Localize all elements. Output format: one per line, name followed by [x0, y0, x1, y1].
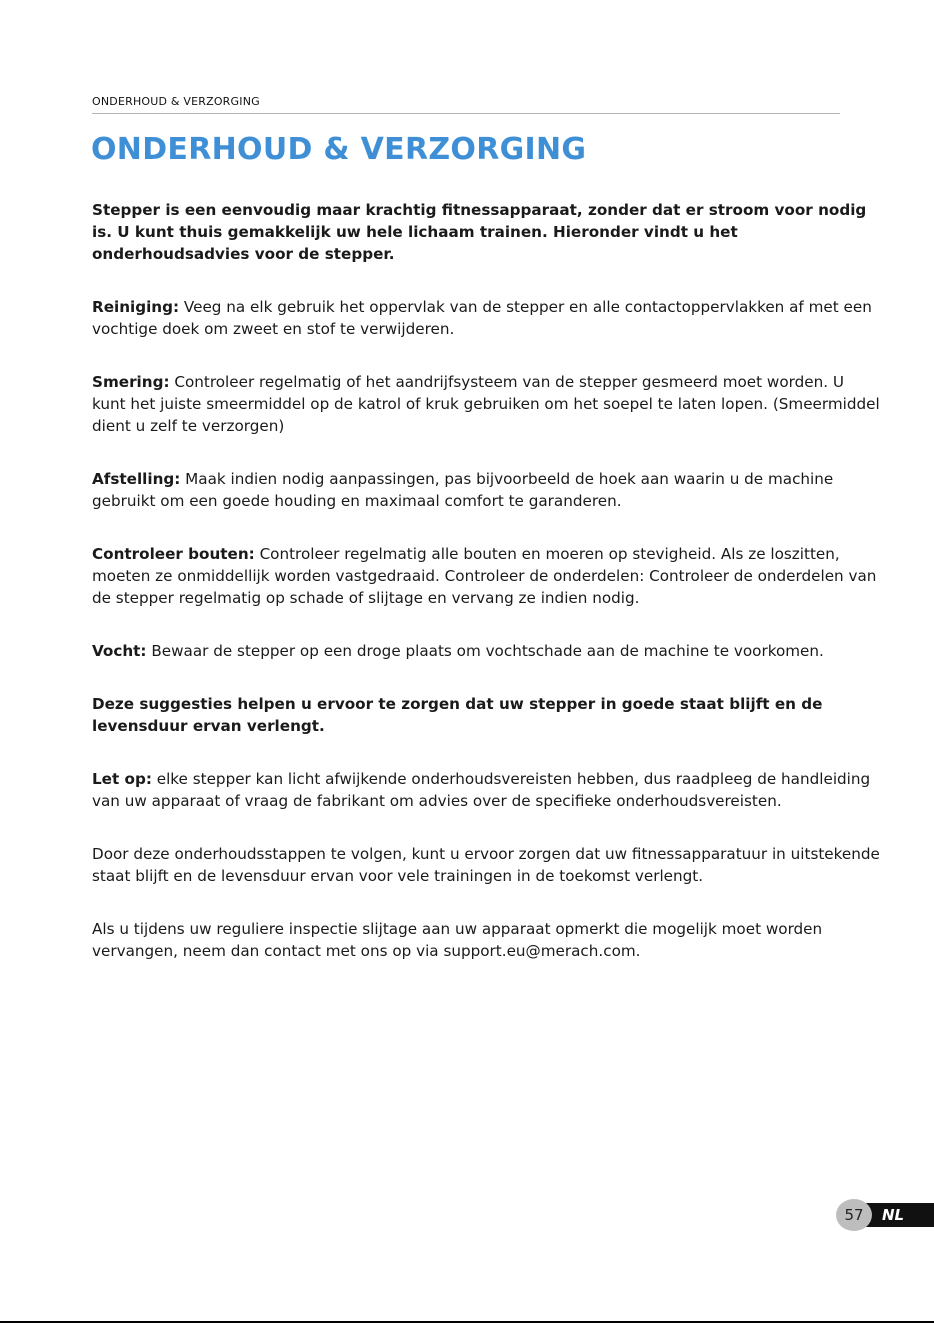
page-number-badge: 57: [836, 1199, 872, 1231]
closing-paragraph-1: Door deze onderhoudsstappen te volgen, kunt u ervoor zorgen dat uw fitnessapparatuur in uitstekende staat blijft en de levensduur ervan voor vele trainingen in de toekomst verlengt.: [92, 845, 880, 885]
language-tab: NL: [860, 1203, 934, 1227]
note-heading: Let op:: [92, 770, 152, 788]
section-heading: Vocht:: [92, 642, 147, 660]
intro-paragraph: Stepper is een eenvoudig maar krachtig fitnessapparaat, zonder dat er stroom voor nodig is. U kunt thuis gemakkelijk uw hele lichaam trainen. Hieronder vindt u het onderhoudsadvies voor de stepper.: [92, 201, 867, 263]
section-heading: Reiniging:: [92, 298, 180, 316]
page-footer: [836, 1198, 934, 1232]
section-afstelling: [92, 468, 882, 512]
closing-paragraph-2: Als u tijdens uw reguliere inspectie slijtage aan uw apparaat opmerkt die mogelijk moet worden vervangen, neem dan contact met ons op via support.eu@merach.com.: [92, 920, 823, 960]
section-reiniging: [92, 296, 882, 340]
section-heading: Smering:: [92, 373, 170, 391]
section-heading: Controleer bouten:: [92, 545, 255, 563]
section-text: Controleer regelmatig alle bouten en moeren op stevigheid. Als ze loszitten, moeten ze onmiddellijk worden vastgedraaid. Controleer de onderdelen: Controleer de onderdelen van de stepper regelmatig op schade of slijtage en vervang ze indien nodig.: [92, 545, 877, 607]
section-text: Bewaar de stepper op een droge plaats om vochtschade aan de machine te voorkomen.: [151, 642, 824, 660]
header-divider: [92, 113, 840, 114]
note-text: elke stepper kan licht afwijkende onderhoudsvereisten hebben, dus raadpleeg de handleiding van uw apparaat of vraag de fabrikant om advies over de specifieke onderhoudsvereisten.: [92, 770, 871, 810]
section-text: Veeg na elk gebruik het oppervlak van de stepper en alle contactoppervlakken af met een vochtige doek om zweet en stof te verwijderen.: [92, 298, 872, 338]
section-heading: Afstelling:: [92, 470, 181, 488]
highlight-paragraph: Deze suggesties helpen u ervoor te zorgen dat uw stepper in goede staat blijft en de levensduur ervan verlengt.: [92, 695, 823, 735]
note-paragraph: [92, 768, 882, 812]
page-title: ONDERHOUD & VERZORGING: [91, 132, 587, 167]
running-header: ONDERHOUD & VERZORGING: [92, 95, 260, 108]
section-smering: [92, 371, 882, 437]
main-content: [92, 199, 882, 993]
section-text: Maak indien nodig aanpassingen, pas bijvoorbeeld de hoek aan waarin u de machine gebruikt om een goede houding en maximaal comfort te garanderen.: [92, 470, 834, 510]
section-text: Controleer regelmatig of het aandrijfsysteem van de stepper gesmeerd moet worden. U kunt het juiste smeermiddel op de katrol of kruk gebruiken om het soepel te laten lopen. (Smeermiddel dient u zelf te verzorgen): [92, 373, 880, 435]
section-controleer-bouten: [92, 543, 882, 609]
section-vocht: [92, 640, 882, 662]
